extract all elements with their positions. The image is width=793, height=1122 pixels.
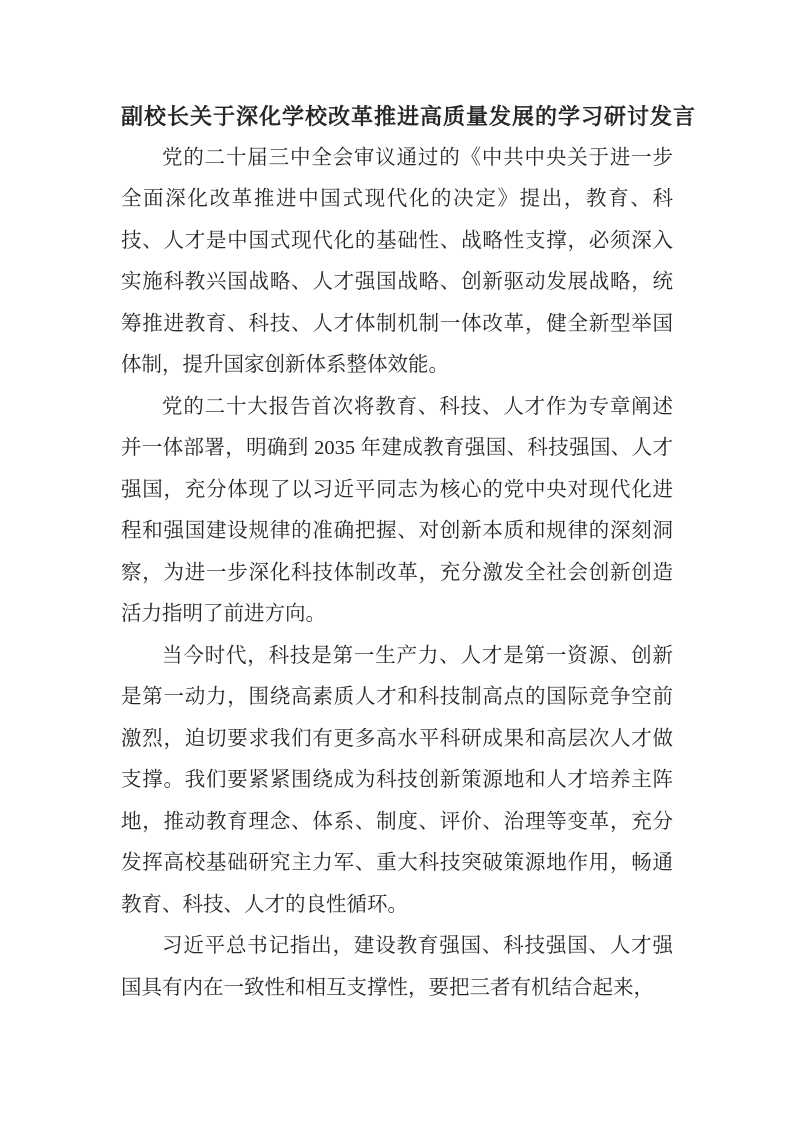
document-paragraph: 当今时代，科技是第一生产力、人才是第一资源、创新是第一动力，围绕高素质人才和科技制高点的国际竞争空前激烈，迫切要求我们有更多高水平科研成果和高层次人才做支撑。我们要紧紧围绕成为科技创新策源地和人才培养主阵地，推动教育理念、体系、制度、评价、治理等变革，充分发挥高校基础研究主力军、重大科技突破策源地作用，畅通教育、科技、人才的良性循环。 — [121, 644, 673, 916]
document-paragraph: 党的二十大报告首次将教育、科技、人才作为专章阐述并一体部署，明确到 2035 年建成教育强国、科技强国、人才强国，充分体现了以习近平同志为核心的党中央对现代化进程和强国建设规律的准确把握、对创新本质和规律的深刻洞察，为进一步深化科技体制改革，充分激发全社会创新创造活力指明了前进方向。 — [121, 395, 673, 625]
document-body — [121, 138, 673, 1010]
document-paragraph: 习近平总书记指出，建设教育强国、科技强国、人才强国具有内在一致性和相互支撑性，要把三者有机结合起来， — [121, 935, 673, 999]
document-paragraph: 党的二十届三中全会审议通过的《中共中央关于进一步全面深化改革推进中国式现代化的决定》提出，教育、科技、人才是中国式现代化的基础性、战略性支撑，必须深入实施科教兴国战略、人才强国战略、创新驱动发展战略，统筹推进教育、科技、人才体制机制一体改革，健全新型举国体制，提升国家创新体系整体效能。 — [121, 146, 673, 376]
document-title: 副校长关于深化学校改革推进高质量发展的学习研讨发言 — [121, 104, 697, 129]
